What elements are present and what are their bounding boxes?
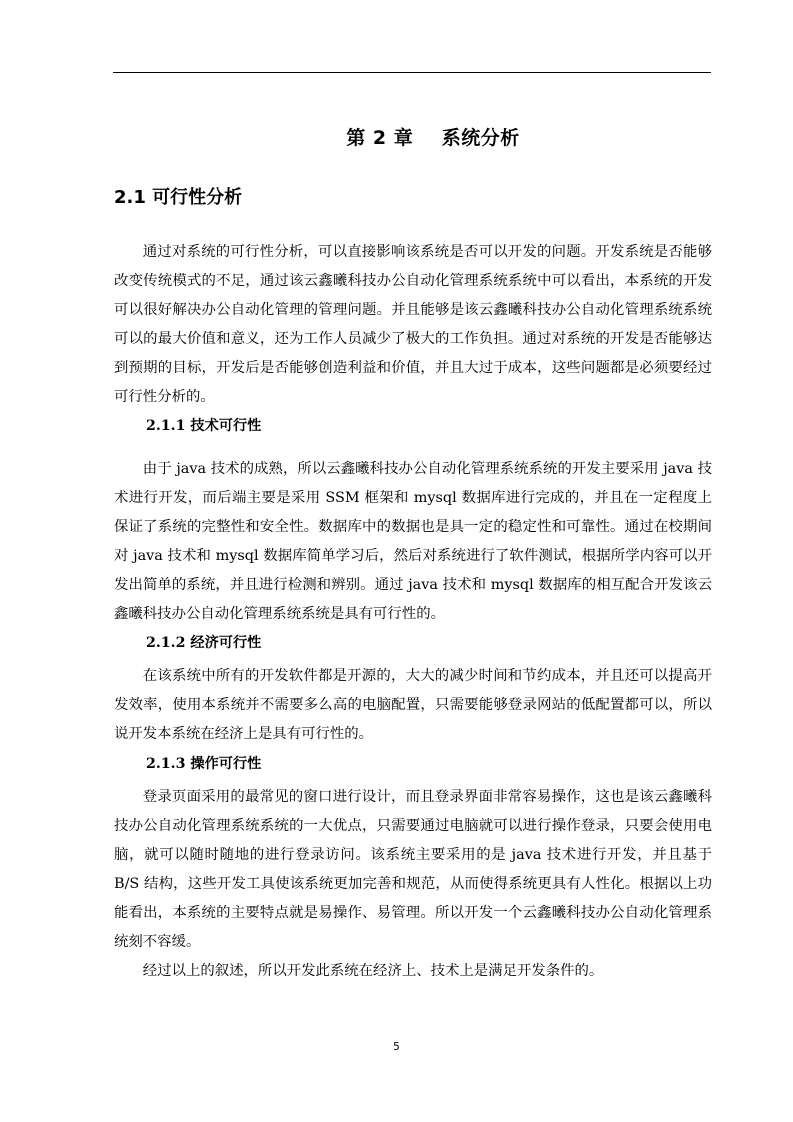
subsection-heading-technical: 2.1.1 技术可行性 <box>146 418 262 434</box>
section-intro-paragraph: 通过对系统的可行性分析，可以直接影响该系统是否可以开发的问题。开发系统是否能够改变传统模式的不足，通过该云鑫曦科技办公自动化管理系统系统中可以看出，本系统的开发可以很好解决办公自动化管理的管理问题。并且能够是该云鑫曦科技办公自动化管理系统系统可以的最大价值和意义，还为工作人员减少了极大的工作负担。通过对系统的开发是否能够达到预期的目标，开发后是否能够创造利益和价值，并且大过于成本，这些问题都是必须要经过可行性分析的。 <box>114 244 712 405</box>
technical-feasibility-paragraph: 由于 java 技术的成熟，所以云鑫曦科技办公自动化管理系统系统的开发主要采用 java 技术进行开发，而后端主要是采用 SSM 框架和 mysql 数据库进行完成的，并且在一定程度上保证了系统的完整性和安全性。数据库中的数据也是具一定的稳定性和可靠性。通过在校期间对 java 技术和 mysql 数据库简单学习后，然后对系统进行了软件测试，根据所学内容可以开发出简单的系统，并且进行检测和辨别。通过 java 技术和 mysql 数据库的相互配合开发该云鑫曦科技办公自动化管理系统系统是具有可行性的。 <box>114 461 712 622</box>
subsection-heading-economic: 2.1.2 经济可行性 <box>146 635 262 651</box>
subsection-heading-operational: 2.1.3 操作可行性 <box>146 756 262 772</box>
economic-feasibility-paragraph: 在该系统中所有的开发软件都是开源的，大大的减少时间和节约成本，并且还可以提高开发效率，使用本系统并不需要多么高的电脑配置，只需要能够登录网站的低配置都可以，所以说开发本系统在经济上是具有可行性的。 <box>114 668 712 742</box>
header-rule <box>113 72 711 73</box>
page-number: 5 <box>393 1041 400 1053</box>
operational-feasibility-paragraph: 登录页面采用的最常见的窗口进行设计，而且登录界面非常容易操作，这也是该云鑫曦科技办公自动化管理系统系统的一大优点，只需要通过电脑就可以进行操作登录，只要会使用电脑，就可以随时随地的进行登录访问。该系统主要采用的是 java 技术进行开发，并且基于 B/S 结构，这些开发工具使该系统更加完善和规范，从而使得系统更具有人性化。根据以上功能看出，本系统的主要特点就是易操作、易管理。所以开发一个云鑫曦科技办公自动化管理系统刻不容缓。 <box>114 789 712 950</box>
conclusion-paragraph: 经过以上的叙述，所以开发此系统在经济上、技术上是满足开发条件的。 <box>142 963 604 979</box>
section-heading: 2.1 可行性分析 <box>114 187 243 208</box>
chapter-title: 第 2 章 系统分析 <box>346 127 520 149</box>
